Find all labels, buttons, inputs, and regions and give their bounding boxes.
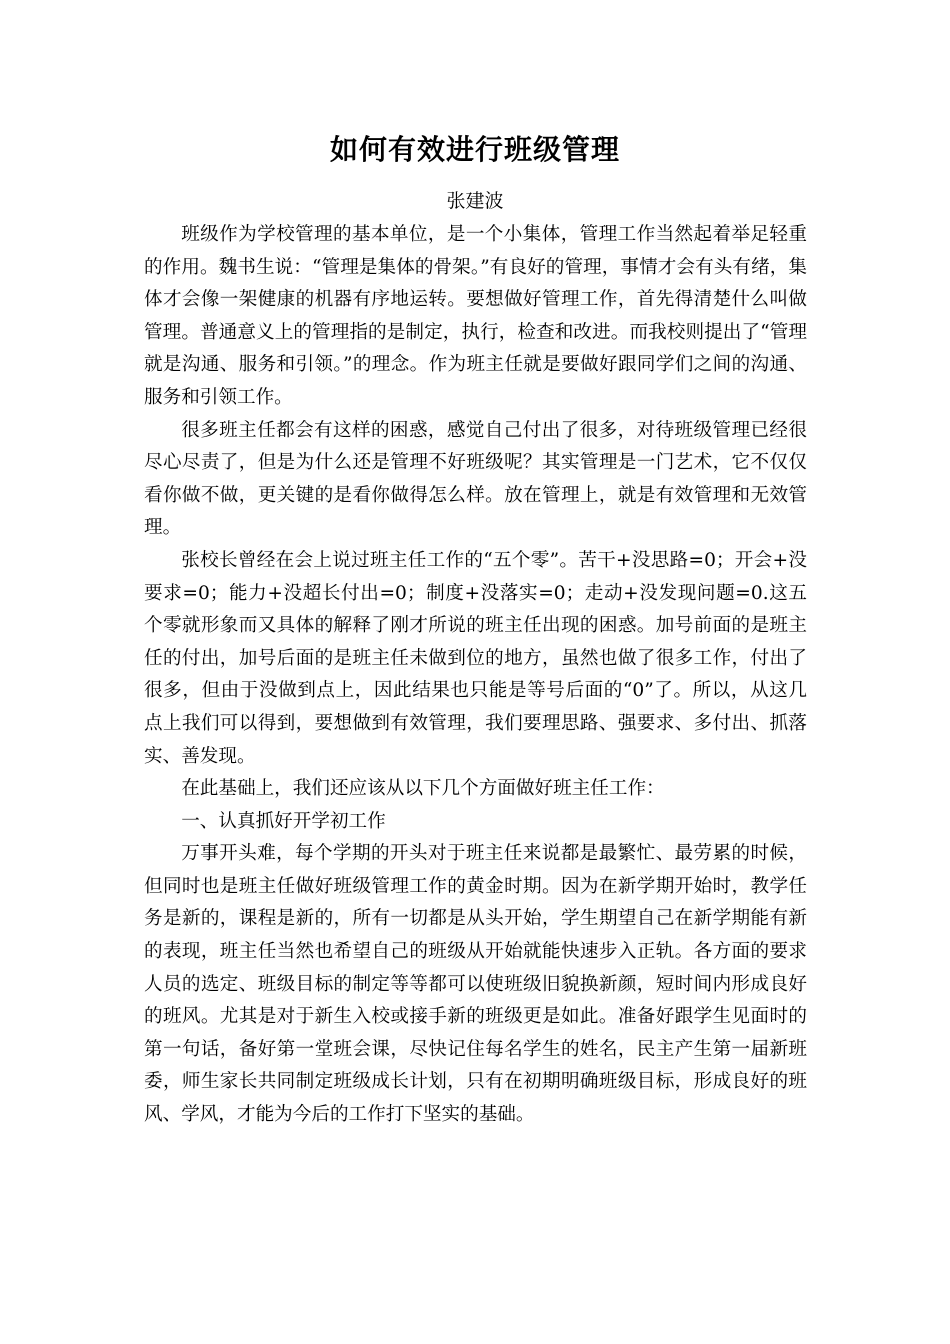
paragraph: 班级作为学校管理的基本单位，是一个小集体，管理工作当然起着举足轻重的作用。魏书生说：“管理是集体的骨架。”有良好的管理，事情才会有头有绪，集体才会像一架健康的机器有序地运转。要想做好管理工作，首先得清楚什么叫做管理。普通意义上的管理指的是制定，执行，检查和改进。而我校则提出了“管理就是沟通、服务和引领。”的理念。作为班主任就是要做好跟同学们之间的沟通、服务和引领工作。 bbox=[144, 224, 807, 408]
section-heading: 一、认真抓好开学初工作 bbox=[181, 810, 386, 832]
paragraph: 张校长曾经在会上说过班主任工作的“五个零”。苦干+没思路=0；开会+没要求=0；能力+没超长付出=0；制度+没落实=0；走动+没发现问题=0.这五个零就形象而又具体的解释了刚才所说的班主任出现的困惑。加号前面的是班主任的付出，加号后面的是班主任未做到位的地方，虽然也做了很多工作，付出了很多，但由于没做到点上，因此结果也只能是等号后面的“0”了。所以，从这几点上我们可以得到，要想做到有效管理，我们要理思路、强要求、多付出、抓落实、善发现。 bbox=[144, 549, 807, 767]
paragraph: 在此基础上，我们还应该从以下几个方面做好班主任工作： bbox=[181, 778, 665, 800]
document-author: 张建波 bbox=[446, 190, 504, 212]
paragraph: 很多班主任都会有这样的困惑，感觉自己付出了很多，对待班级管理已经很尽心尽责了，但是为什么还是管理不好班级呢？其实管理是一门艺术，它不仅仅看你做不做，更关键的是看你做得怎么样。放在管理上，就是有效管理和无效管理。 bbox=[144, 419, 807, 539]
paragraph: 万事开头难，每个学期的开头对于班主任来说都是最繁忙、最劳累的时候，但同时也是班主任做好班级管理工作的黄金时期。因为在新学期开始时，教学任务是新的，课程是新的，所有一切都是从头开始，学生期望自己在新学期能有新的表现，班主任当然也希望自己的班级从开始就能快速步入正轨。各方面的要求人员的选定、班级目标的制定等等都可以使班级旧貌换新颜，短时间内形成良好的班风。尤其是对于新生入校或接手新的班级更是如此。准备好跟学生见面时的第一句话，备好第一堂班会课，尽快记住每名学生的姓名，民主产生第一届新班委，师生家长共同制定班级成长计划，只有在初期明确班级目标，形成良好的班风、学风，才能为今后的工作打下坚实的基础。 bbox=[144, 843, 807, 1126]
document-body bbox=[144, 219, 807, 1132]
document-title: 如何有效进行班级管理 bbox=[329, 133, 620, 166]
